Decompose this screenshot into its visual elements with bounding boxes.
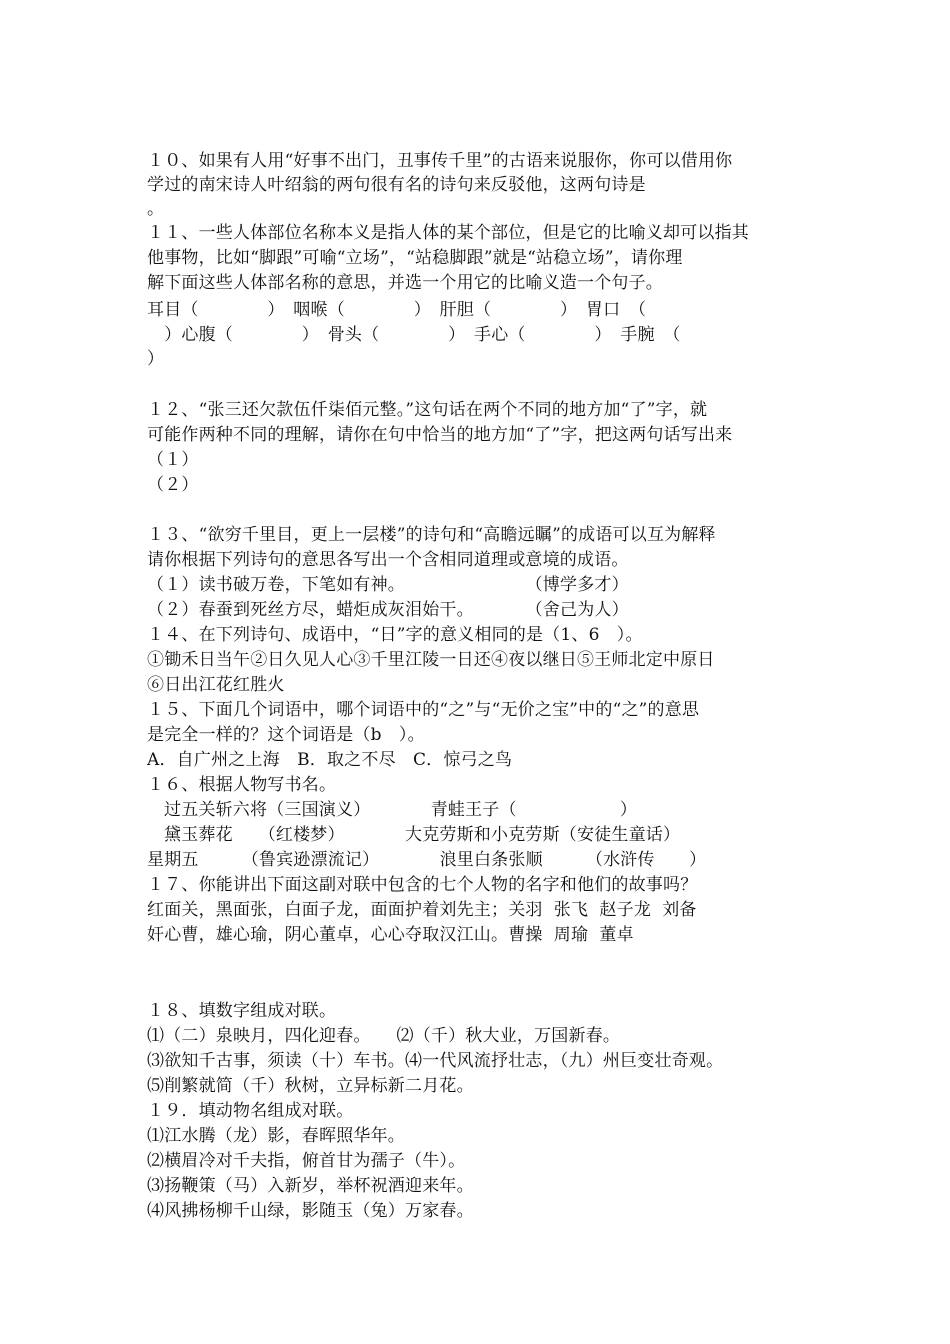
q14-line-1: １４、在下列诗句、成语中，“日”字的意义相同的是（1、6 ）。 (147, 625, 643, 645)
q11-line-3: 解下面这些人体部名称的意思，并选一个用它的比喻义造一个句子。 (147, 273, 663, 293)
q18-row-2: ⑶欲知千古事，须读（十）车书。⑷一代风流抒壮志，（九）州巨变壮奇观。 (147, 1051, 724, 1071)
q10-line-2: 学过的南宋诗人叶绍翁的两句很有名的诗句来反驳他，这两句诗是 (147, 175, 646, 195)
q13-line-2: 请你根据下列诗句的意思各写出一个含相同道理或意境的成语。 (147, 550, 629, 570)
q15-line-1: １５、下面几个词语中，哪个词语中的“之”与“无价之宝”中的“之”的意思 (147, 700, 700, 720)
q12-answer-1: （１） (147, 450, 199, 470)
q11-blanks-2: ）心腹（ ） 骨头（ ） 手心（ ） 手腕 （ (147, 325, 681, 345)
q11-blanks-3: ） (147, 349, 165, 369)
q14-line-2: ①锄禾日当午②日久见人心③千里江陵一日还④夜以继日⑤王师北定中原日 (147, 650, 715, 670)
q15-line-2: 是完全一样的？这个词语是（b ）。 (147, 725, 425, 745)
q19-row-2: ⑵横眉冷对千夫指，俯首甘为孺子（牛）。 (147, 1151, 466, 1171)
q15-options: A．自广州之上海 B．取之不尽 C．惊弓之鸟 (147, 750, 513, 770)
q17-couplet-1: 红面关，黑面张，白面子龙，面面护着刘先主；关羽 张飞 赵子龙 刘备 (147, 900, 697, 920)
q13-item-2: （２）春蚕到死丝方尽，蜡炬成灰泪始干。 （舍己为人） (147, 600, 629, 620)
q17-couplet-2: 奸心曹，雄心瑜，阴心董卓，心心夺取汉江山。曹操 周瑜 董卓 (147, 925, 634, 945)
q19-row-1: ⑴江水腾（龙）影，春晖照华年。 (147, 1126, 405, 1146)
q18-row-1: ⑴（二）泉映月，四化迎春。 ⑵（千）秋大业，万国新春。 (147, 1026, 621, 1046)
q11-line-1: １１、一些人体部位名称本义是指人体的某个部位，但是它的比喻义却可以指其 (147, 223, 749, 243)
q10-line-3: 。 (147, 199, 165, 219)
q13-item-1: （１）读书破万卷，下笔如有神。 （博学多才） (147, 575, 629, 595)
q10-line-1: １０、如果有人用“好事不出门，丑事传千里”的古语来说服你，你可以借用你 (147, 151, 733, 171)
q16-row-1: 过五关斩六将（三国演义） 青蛙王子（ ） (164, 800, 638, 820)
q12-line-1: １２、“张三还欠款伍仟柒佰元整。”这句话在两个不同的地方加“了”字，就 (147, 400, 708, 420)
q13-line-1: １３、“欲穷千里目，更上一层楼”的诗句和“高瞻远瞩”的成语可以互为解释 (147, 525, 716, 545)
q11-line-2: 他事物，比如“脚跟”可喻“立场”，“站稳脚跟”就是“站稳立场”，请你理 (147, 248, 683, 268)
q11-blanks-1: 耳目（ ） 咽喉（ ） 肝胆（ ） 胃口 （ (147, 300, 647, 320)
q18-heading: １８、填数字组成对联。 (147, 1001, 337, 1021)
q19-heading: １９．填动物名组成对联。 (147, 1101, 354, 1121)
q16-row-3: 星期五 （鲁宾逊漂流记） 浪里白条张顺 （水浒传 ） (147, 850, 707, 870)
q12-line-2: 可能作两种不同的理解，请你在句中恰当的地方加“了”字，把这两句话写出来 (147, 425, 733, 445)
q14-line-3: ⑥日出江花红胜火 (147, 675, 285, 695)
q18-row-3: ⑸削繁就简（千）秋树，立异标新二月花。 (147, 1076, 474, 1096)
q12-answer-2: （２） (147, 475, 199, 495)
q17-heading: １７、你能讲出下面这副对联中包含的七个人物的名字和他们的故事吗？ (147, 875, 698, 895)
q19-row-3: ⑶扬鞭策（马）入新岁，举杯祝酒迎来年。 (147, 1176, 474, 1196)
q16-heading: １６、根据人物写书名。 (147, 775, 337, 795)
q19-row-4: ⑷风拂杨柳千山绿，影随玉（兔）万家春。 (147, 1201, 474, 1221)
q16-row-2: 黛玉葬花 （红楼梦） 大克劳斯和小克劳斯（安徒生童话） (164, 825, 681, 845)
